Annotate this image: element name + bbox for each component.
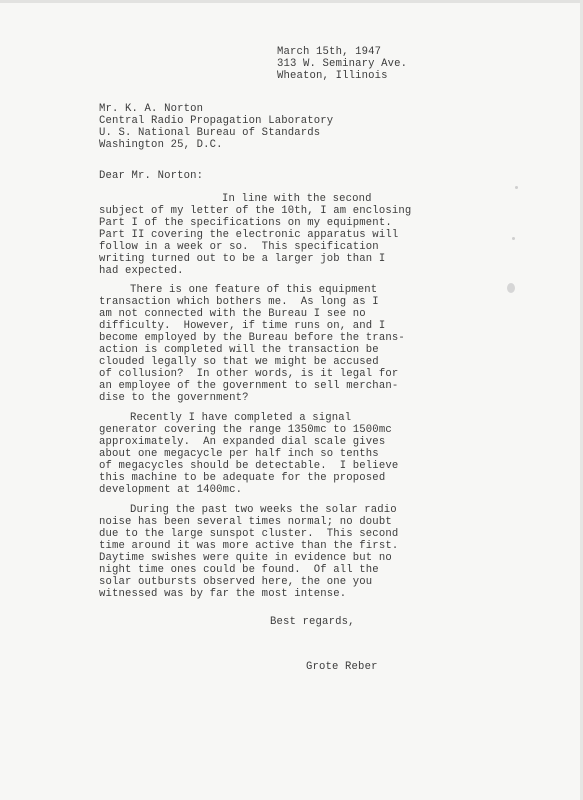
paragraph-2-line: There is one feature of this equipment [130, 284, 378, 296]
recipient-bureau: U. S. National Bureau of Standards [99, 127, 321, 139]
scan-speck [507, 283, 515, 293]
paragraph-4-line: solar outbursts observed here, the one you [99, 576, 373, 588]
salutation: Dear Mr. Norton: [99, 170, 204, 182]
heading-date: March 15th, 1947 [277, 46, 382, 58]
paragraph-3-line: Recently I have completed a signal [130, 412, 352, 424]
paragraph-3-line: about one megacycle per half inch so tenths [99, 448, 379, 460]
paragraph-2-line: dise to the government? [99, 392, 249, 404]
paragraph-2-line: of collusion? In other words, is it legal for [99, 368, 399, 380]
paragraph-1-line: had expected. [99, 265, 184, 277]
paragraph-2-line: difficulty. However, if time runs on, and I [99, 320, 386, 332]
recipient-name: Mr. K. A. Norton [99, 103, 204, 115]
paragraph-1-line: subject of my letter of the 10th, I am enclosing [99, 205, 412, 217]
heading-street: 313 W. Seminary Ave. [277, 58, 408, 70]
recipient-city: Washington 25, D.C. [99, 139, 223, 151]
paragraph-2-line: am not connected with the Bureau I see no [99, 308, 366, 320]
recipient-lab: Central Radio Propagation Laboratory [99, 115, 334, 127]
scan-speck [512, 237, 515, 240]
paragraph-4-line: During the past two weeks the solar radio [130, 504, 397, 516]
paragraph-4-line: night time ones could be found. Of all the [99, 564, 379, 576]
paragraph-1-line: Part II covering the electronic apparatus will [99, 229, 399, 241]
closing: Best regards, [270, 616, 355, 628]
paragraph-1-line: writing turned out to be a larger job than I [99, 253, 386, 265]
paragraph-2-line: action is completed will the transaction be [99, 344, 379, 356]
paragraph-2-line: clouded legally so that we might be accused [99, 356, 379, 368]
paragraph-4-line: noise has been several times normal; no doubt [99, 516, 392, 528]
paragraph-4-line: time around it was more active than the first. [99, 540, 399, 552]
paragraph-1-line: Part I of the specifications on my equipment. [99, 217, 392, 229]
paragraph-4-line: due to the large sunspot cluster. This second [99, 528, 399, 540]
paragraph-1-line: In line with the second [222, 193, 372, 205]
scan-speck [515, 186, 518, 189]
signature: Grote Reber [306, 661, 378, 673]
paragraph-4-line: witnessed was by far the most intense. [99, 588, 347, 600]
paragraph-3-line: of megacycles should be detectable. I believe [99, 460, 399, 472]
paragraph-2-line: become employed by the Bureau before the trans- [99, 332, 405, 344]
paragraph-3-line: this machine to be adequate for the proposed [99, 472, 386, 484]
paragraph-3-line: approximately. An expanded dial scale gives [99, 436, 386, 448]
page-edge-top [0, 0, 583, 3]
paragraph-4-line: Daytime swishes were quite in evidence but no [99, 552, 392, 564]
paragraph-2-line: transaction which bothers me. As long as I [99, 296, 379, 308]
paragraph-3-line: generator covering the range 1350mc to 1500mc [99, 424, 392, 436]
paragraph-1-line: follow in a week or so. This specification [99, 241, 379, 253]
paragraph-2-line: an employee of the government to sell merchan- [99, 380, 399, 392]
heading-city: Wheaton, Illinois [277, 70, 388, 82]
paragraph-3-line: development at 1400mc. [99, 484, 243, 496]
